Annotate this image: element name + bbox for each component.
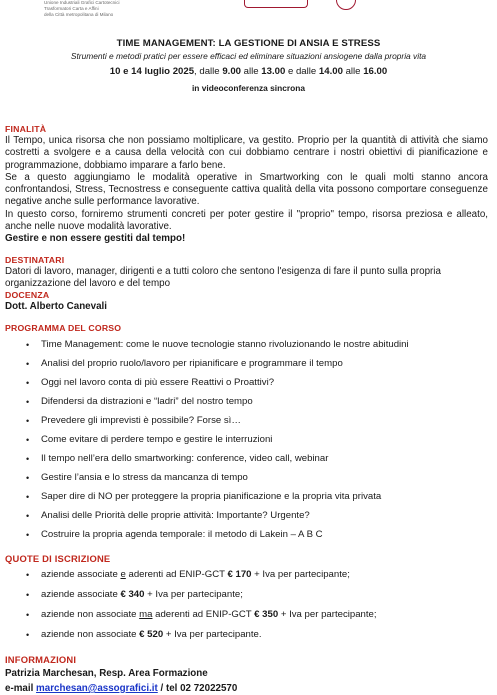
list-item — [26, 396, 488, 408]
bullet-icon: • — [26, 358, 30, 369]
quote-price: € 170 — [227, 568, 252, 580]
bullet-icon: • — [26, 529, 30, 540]
programma-heading: PROGRAMMA DEL CORSO — [5, 322, 122, 333]
email-label: e-mail — [5, 682, 37, 694]
finalita-tagline: Gestire e non essere gestiti dal tempo! — [5, 233, 186, 245]
course-dates: 10 e 14 luglio 2025 — [109, 66, 195, 77]
quote-price: € 340 — [120, 588, 145, 600]
schedule-text: , dalle — [194, 66, 223, 77]
bullet-icon: • — [26, 491, 30, 502]
page-subtitle: Strumenti e metodi pratici per essere efficaci ed eliminare situazioni ansiogene dalla propria vita — [70, 51, 427, 61]
destinatari-heading: DESTINATARI — [5, 254, 65, 265]
program-item-text: Gestire l’ansia e lo stress da mancanza di tempo — [41, 471, 248, 483]
program-item-text: Time Management: come le nuove tecnologie stanno rivoluzionando le nostre abitudini — [41, 338, 409, 350]
list-item — [26, 569, 488, 581]
list-item — [26, 358, 488, 370]
teacher-name: Dott. Alberto Canevali — [5, 301, 107, 313]
quote-text: + Iva per partecipante; — [278, 608, 377, 620]
page-title: TIME MANAGEMENT: LA GESTIONE DI ANSIA E STRESS — [116, 38, 381, 49]
docenza-heading: DOCENZA — [5, 290, 50, 301]
bullet-icon: • — [26, 415, 30, 426]
quote-text: aziende associate — [41, 588, 121, 600]
quote-text: aziende non associate — [41, 628, 140, 640]
association-line: Unione Industriali Grafici Cartotecnici — [44, 0, 120, 5]
list-item — [26, 434, 488, 446]
finalita-paragraph: Il Tempo, unica risorsa che non possiamo moltiplicare, va gestito. Proprio per la quantità di attività che siamo costretti a svolgere e a causa della velocità con cui dobbiamo centrare i nostri obiettivi di pianificazione e programmazione, dobbiamo imparare a farlo bene. — [5, 135, 488, 171]
list-item — [26, 629, 488, 641]
email-link[interactable]: marchesan@assografici.it — [36, 682, 158, 694]
schedule-text: alle — [241, 66, 262, 77]
association-line: della Città metropolitana di Milano — [44, 12, 114, 17]
quote-text: aziende associate — [41, 568, 121, 580]
finalita-paragraph: In questo corso, forniremo strumenti concreti per poter gestire il "proprio" tempo, risorsa preziosa e alleato, anche nelle nuove modalità lavorative. — [5, 208, 488, 233]
bullet-icon: • — [26, 453, 30, 464]
list-item — [26, 510, 488, 522]
quote-text: aderenti ad ENIP-GCT — [125, 568, 228, 580]
contact-separator: / — [157, 682, 166, 694]
quote-price: € 350 — [254, 608, 279, 620]
quote-price: € 520 — [139, 628, 164, 640]
program-item-text: Difendersi da distrazioni e “ladri” del nostro tempo — [41, 395, 253, 407]
contact-line — [5, 683, 488, 695]
end-time-2: 16.00 — [363, 66, 388, 77]
schedule-text: e dalle — [285, 66, 319, 77]
list-item — [26, 339, 488, 351]
bullet-icon: • — [26, 569, 30, 580]
end-time-1: 13.00 — [261, 66, 286, 77]
list-item — [26, 472, 488, 484]
list-item — [26, 491, 488, 503]
quote-underlined: e — [120, 568, 126, 580]
program-item-text: Come evitare di perdere tempo e gestire le interruzioni — [41, 433, 273, 445]
finalita-heading: FINALITÀ — [5, 124, 47, 134]
header-band — [0, 0, 497, 36]
list-item — [26, 609, 488, 621]
list-item — [26, 589, 488, 601]
schedule-line — [0, 65, 497, 79]
bullet-icon: • — [26, 339, 30, 350]
quote-underlined: ma — [139, 608, 153, 620]
program-item-text: Analisi delle Priorità delle proprie attività: Importante? Urgente? — [41, 509, 310, 521]
quote-heading: QUOTE DI ISCRIZIONE — [5, 552, 111, 564]
bullet-icon: • — [26, 510, 30, 521]
bullet-icon: • — [26, 589, 30, 600]
milano-logo — [244, 0, 308, 8]
bullet-icon: • — [26, 396, 30, 407]
contact-name: Patrizia Marchesan, Resp. Area Formazione — [5, 667, 208, 679]
association-logo — [44, 0, 184, 30]
quote-list — [26, 569, 488, 641]
quote-text: + Iva per partecipante; — [144, 588, 243, 600]
schedule-text: alle — [342, 66, 364, 77]
phone-number: tel 02 72022570 — [165, 682, 238, 694]
program-list — [26, 339, 488, 541]
document-body — [5, 124, 488, 695]
program-item-text: Costruire la propria agenda temporale: il metodo di Lakein – A B C — [41, 528, 323, 540]
destinatari-text: Datori di lavoro, manager, dirigenti e a tutti coloro che sentono l'esigenza di fare il punto sulla propria organizzazione del lavoro e del tempo — [5, 265, 441, 289]
list-item — [26, 529, 488, 541]
delivery-mode: in videoconferenza sincrona — [191, 83, 306, 93]
list-item — [26, 415, 488, 427]
quote-text: aziende non associate — [41, 608, 140, 620]
bullet-icon: • — [26, 434, 30, 445]
association-line: Trasformatori Carta e Affini — [44, 6, 99, 11]
informazioni-heading: INFORMAZIONI — [5, 653, 77, 665]
program-item-text: Prevedere gli imprevisti è possibile? Forse sì… — [41, 414, 241, 426]
quote-text: + Iva per partecipante. — [163, 628, 262, 640]
start-time-1: 9.00 — [222, 66, 242, 77]
bullet-icon: • — [26, 472, 30, 483]
bullet-icon: • — [26, 629, 30, 640]
quote-text: aderenti ad ENIP-GCT — [152, 608, 255, 620]
title-block — [0, 38, 497, 95]
bullet-icon: • — [26, 609, 30, 620]
start-time-2: 14.00 — [318, 66, 343, 77]
quote-text: + Iva per partecipante; — [251, 568, 350, 580]
program-item-text: Analisi del proprio ruolo/lavoro per ripianificare e programmare il tempo — [41, 357, 343, 369]
program-item-text: Il tempo nell’era dello smartworking: conference, video call, webinar — [41, 452, 329, 464]
logo-label — [267, 0, 291, 1]
bullet-icon: • — [26, 377, 30, 388]
program-item-text: Saper dire di NO per proteggere la propria pianificazione e la propria vita privata — [41, 490, 382, 502]
list-item — [26, 453, 488, 465]
finalita-paragraph: Se a questo aggiungiamo le modalità operative in Smartworking con le quali molti stanno ancora confrontandosi, Stress, Tecnostress e conseguente cattiva qualità della vita possono comportare conseguenze negative anche sulle performance lavorative. — [5, 171, 488, 208]
circle-logo-icon — [336, 0, 356, 10]
list-item — [26, 377, 488, 389]
program-item-text: Oggi nel lavoro conta di più essere Reattivi o Proattivi? — [41, 376, 275, 388]
